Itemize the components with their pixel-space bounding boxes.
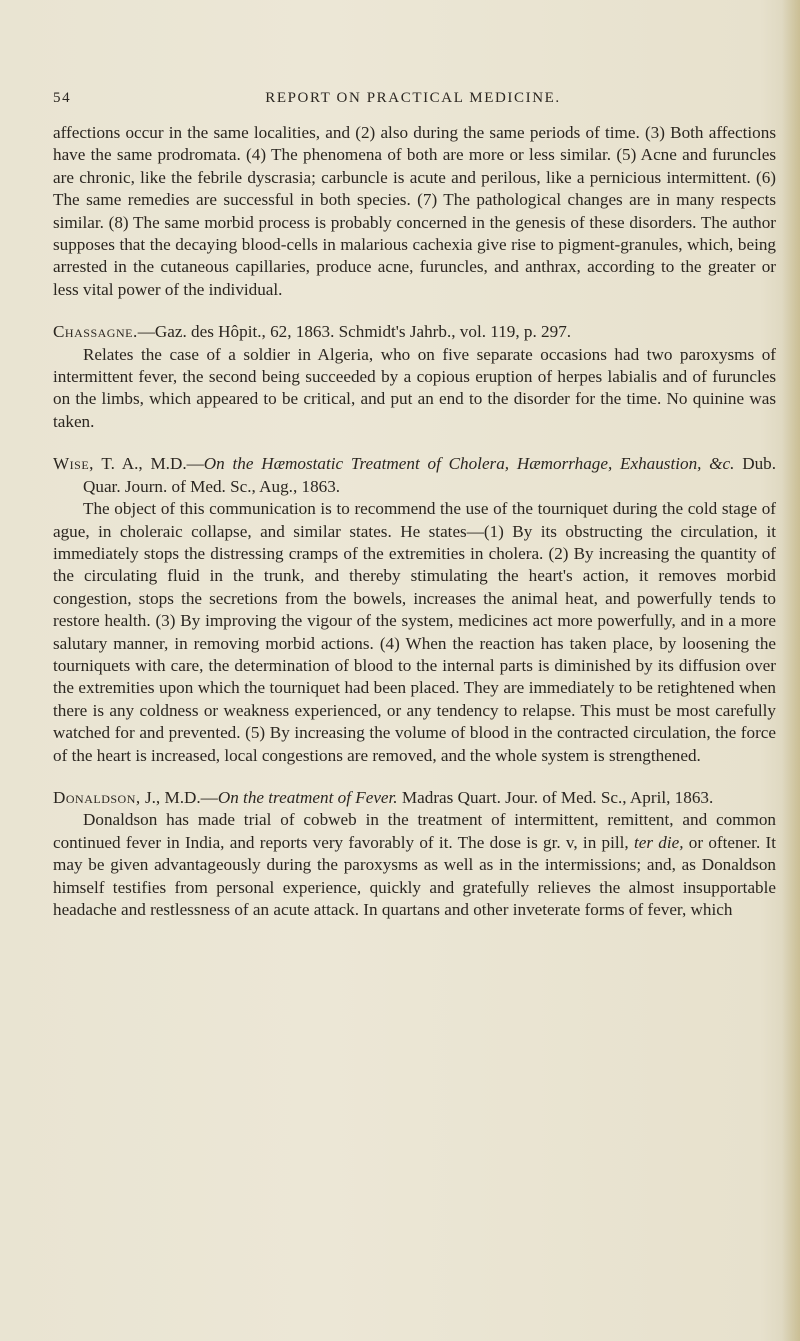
running-title: REPORT ON PRACTICAL MEDICINE. — [265, 90, 561, 106]
author-name: Chassagne. — [53, 322, 138, 342]
entry-donaldson-heading — [53, 787, 776, 809]
paragraph-intro: affections occur in the same localities, and (2) also during the same periods of time. (3) Both affections have the same prodromata. (4) The phenomena of both are more or less similar. (5) Acne and furuncles are chronic, like the febrile dyscrasia; carbuncle is acute and perilous, like a pernicious intermittent. (6) The same remedies are successful in both species. (7) The pathological changes are in many respects similar. (8) The same morbid process is probably concerned in the genesis of these disorders. The author supposes that the decaying blood-cells in malarious cachexia give rise to pigment-granules, which, being arrested in the cutaneous capillaries, produce acne, furuncles, and anthrax, according to the greater or less vital power of the individual. — [53, 123, 776, 299]
author-credentials: J., M.D.— — [140, 787, 218, 807]
entry-wise-heading — [53, 453, 776, 498]
entry-wise-body: The object of this communication is to recommend the use of the tourniquet during the cold stage of ague, in choleraic collapse, and similar states. He states—(1) By its obstructing the circulation, it immediately stops the distressing cramps of the extremities in cholera. (2) By increasing the quantity of the circulating fluid in the trunk, and thereby stimulating the heart's action, it removes morbid congestion, stops the secretions from the bowels, increases the animal heat, and powerfully tends to restore health. (3) By improving the vigour of the system, medicines act more powerfully, and in a more salutary manner, in removing morbid actions. (4) When the reaction has taken place, by loosening the tourniquets with care, the determination of blood to the internal parts is diminished by its diffusion over the extremities upon which the tourniquet had been placed. They are immediately to be retightened when there is any coldness or weakness experienced, or any tendency to relapse. This must be most carefully watched for and prevented. (5) By increasing the volume of blood in the contracted circulation, the force of the heart is increased, local congestions are removed, and the whole system is strengthened. — [53, 499, 776, 765]
body-text: or oftener. It may be given advantageously during the paroxysms as well as in the intermissions; and, as Donaldson himself testifies from personal experience, quickly and gratefully relieves the almost insupportable headache and restlessness of an acute attack. In quartans and other inveterate forms of fever, which — [53, 832, 776, 919]
article-title: On the treatment of Fever. — [217, 787, 398, 807]
citation: Dub. Quar. Journ. of Med. Sc., Aug., 1863. — [83, 454, 776, 496]
page-number: 54 — [53, 90, 72, 106]
entry-chassagne-body: Relates the case of a soldier in Algeria, who on five separate occasions had two paroxysms of intermittent fever, the second being succeeded by a copious eruption of herpes labialis and of furuncles on the limbs, which appeared to be critical, and put an end to the disorder for the time. No quinine was taken. — [53, 344, 776, 431]
page-body — [53, 122, 776, 921]
author-credentials: T. A., M.D.— — [93, 454, 204, 474]
citation: —Gaz. des Hôpit., 62, 1863. Schmidt's Jahrb., vol. 119, p. 297. — [137, 322, 572, 342]
entry-chassagne-heading — [53, 321, 776, 343]
author-name: Donaldson, — [53, 787, 141, 807]
citation: Madras Quart. Jour. of Med. Sc., April, 1863. — [397, 787, 714, 807]
running-header — [53, 90, 773, 114]
page-edge-shadow — [782, 0, 800, 1341]
latin-phrase: ter die, — [633, 832, 684, 852]
body-text: Donaldson has made trial of cobweb in the treatment of intermittent, remittent, and common continued fever in India, and reports very favorably of it. The dose is gr. v, in pill, — [53, 810, 776, 852]
author-name: Wise, — [53, 454, 94, 474]
article-title: On the Hæmostatic Treatment of Cholera, Hæmorrhage, Exhaustion, &c. — [203, 454, 735, 474]
entry-donaldson-body — [53, 809, 776, 921]
